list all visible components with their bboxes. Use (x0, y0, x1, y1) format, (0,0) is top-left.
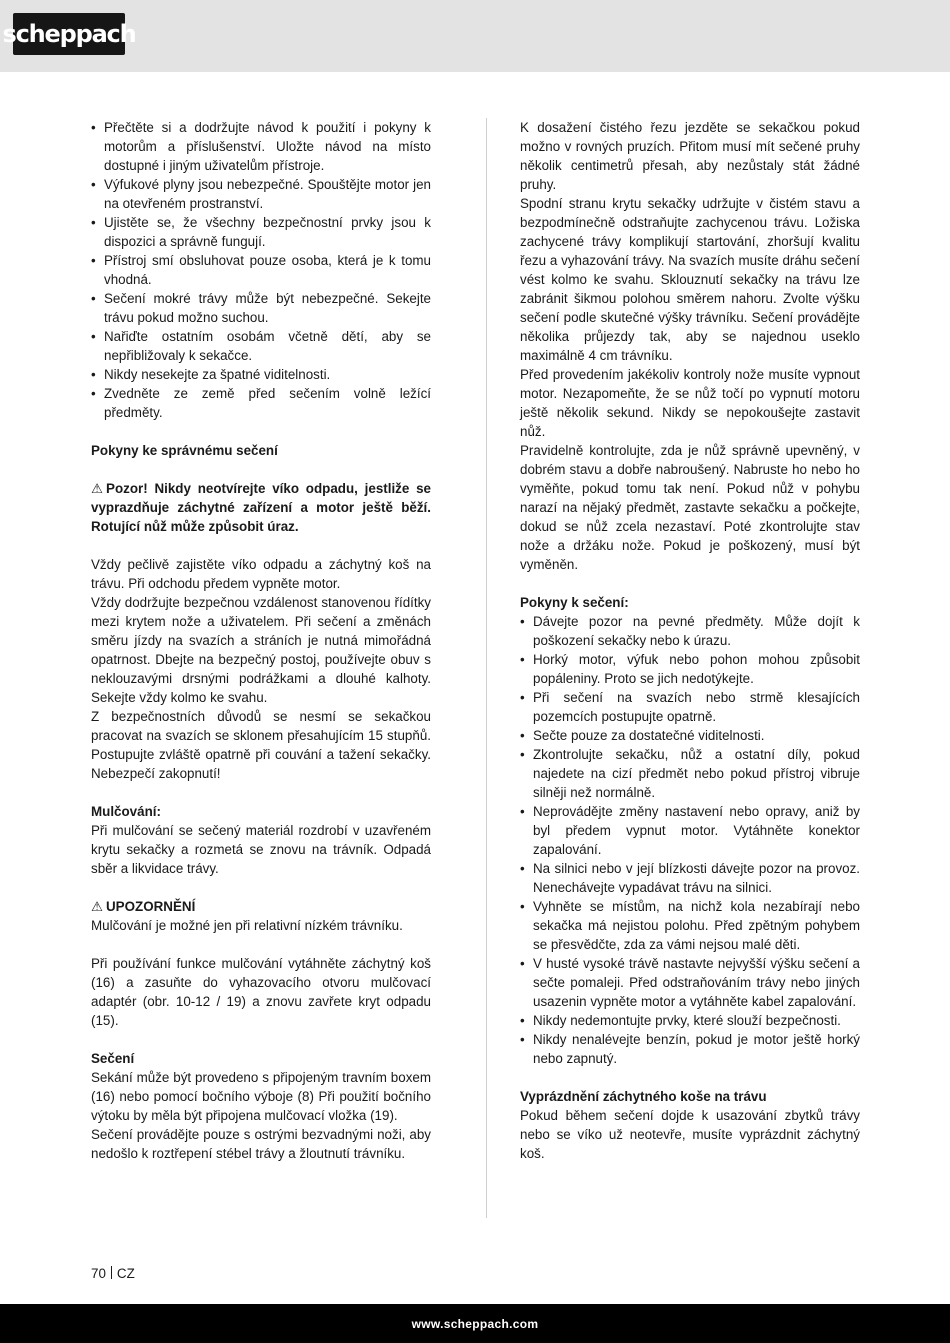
list-item: • Nikdy nesekejte za špatné viditelnosti. (91, 365, 431, 384)
list-item: • Zkontrolujte sekačku, nůž a ostatní díly, pokud najedete na cizí předmět nebo pokud přístroj vibruje silněji než normálně. (520, 745, 860, 802)
list-item: • Horký motor, výfuk nebo pohon mohou způsobit popáleniny. Proto se jich nedotýkejte. (520, 650, 860, 688)
list-item: • Zvedněte ze země před sečením volně ležící předměty. (91, 384, 431, 422)
header-band (0, 0, 950, 72)
list-item: • V husté vysoké trávě nastavte nejvyšší výšku sečení a sečte pomaleji. Před odstraňováním trávy nebo jiných usazenin vypněte motor a vytáhněte kabel zapalování. (520, 954, 860, 1011)
list-item: • Přečtěte si a dodržujte návod k použití i pokyny k motorům a příslušenství. Uložte návod na místo dostupné i jiným uživatelům přístroje. (91, 118, 431, 175)
list-item: • Při sečení na svazích nebo strmě klesajících pozemcích postupujte opatrně. (520, 688, 860, 726)
paragraph: Z bezpečnostních důvodů se nesmí se sekačkou pracovat na svazích se sklonem přesahujícím 15 stupňů. Postupujte zvláště opatrně při couvání a tažení sekačky. Nebezpečí zakopnutí! (91, 709, 431, 781)
website-link[interactable]: www.scheppach.com (411, 1316, 539, 1331)
page-number: 70 (91, 1266, 106, 1281)
language-code: CZ (116, 1266, 135, 1281)
paragraph: Při používání funkce mulčování vytáhněte záchytný koš (16) a zasuňte do vyhazovacího otvoru mulčovací adaptér (obr. 10-12 / 19) a znovu zavřete kryt odpadu (15). (91, 956, 431, 1028)
warning-text: Pozor! Nikdy neotvírejte víko odpadu, jestliže se vyprazdňuje záchytné zařízení a motor ještě běží. Rotující nůž může způsobit úraz. (91, 481, 431, 534)
section-heading-cutting: Sečení (91, 1051, 135, 1066)
list-item: • Sečte pouze za dostatečné viditelnosti. (520, 726, 860, 745)
footer-band (0, 1304, 950, 1343)
mowing-notes-bullet-list (520, 612, 860, 1068)
list-item: • Na silnici nebo v její blízkosti dávejte pozor na provoz. Nenechávejte vypadávat trávu na silnici. (520, 859, 860, 897)
right-column (520, 118, 860, 1163)
list-item: • Nikdy nedemontujte prvky, které slouží bezpečnosti. (520, 1011, 860, 1030)
list-item: • Výfukové plyny jsou nebezpečné. Spouštějte motor jen na otevřeném prostranství. (91, 175, 431, 213)
caution-heading: ⚠ UPOZORNĚNÍ (91, 899, 196, 914)
paragraph: Sekání může být provedeno s připojeným travním boxem (16) nebo pomocí bočního výboje (8) Při použití bočního výtoku by měla být připojena mulčovací vložka (19). (91, 1070, 431, 1123)
safety-bullet-list (91, 118, 431, 422)
page-footer-label (91, 1265, 135, 1283)
list-item: • Ujistěte se, že všechny bezpečnostní prvky jsou k dispozici a správně fungují. (91, 213, 431, 251)
section-heading-mulching: Mulčování: (91, 804, 161, 819)
footer-separator (111, 1266, 112, 1279)
paragraph: Při mulčování se sečený materiál rozdrobí v uzavřeném krytu sekačky a rozmetá se znovu na trávník. Odpadá sběr a likvidace trávy. (91, 823, 431, 876)
paragraph: Před provedením jakékoliv kontroly nože musíte vypnout motor. Nezapomeňte, že se nůž točí po vypnutí motoru ještě několik sekund. Nikdy se nepokoušejte zastavit nůž. (520, 367, 860, 439)
paragraph: Mulčování je možné jen při relativní nízkém trávníku. (91, 918, 403, 933)
list-item: • Vyhněte se místům, na nichž kola nezabírají nebo sekačka má nejistou polohu. Před zpětným pohybem se přesvědčte, zda za vámi nejsou malé děti. (520, 897, 860, 954)
paragraph: K dosažení čistého řezu jezděte se sekačkou pokud možno v rovných pruzích. Přitom musí mít sečené pruhy několik centimetrů přesah, aby nezůstaly stát žádné pruhy. (520, 120, 860, 192)
section-heading-correct-mowing: Pokyny ke správnému sečení (91, 443, 278, 458)
list-item: • Přístroj smí obsluhovat pouze osoba, která je k tomu vhodná. (91, 251, 431, 289)
paragraph: Pravidelně kontrolujte, zda je nůž správně upevněný, v dobrém stavu a dobře nabroušený. Nabruste ho nebo ho vyměňte, pokud tomu tak není. Pokud nůž v pohybu narazí na nějaký předmět, zastavte sekačku a počkejte, dokud se nůž zcela nezastaví. Poté zkontrolujte stav nože a držáku nože. Pokud je poškozený, musí být vyměněn. (520, 443, 860, 572)
section-heading-mowing-notes: Pokyny k sečení: (520, 595, 629, 610)
paragraph: Spodní stranu krytu sekačky udržujte v čistém stavu a bezpodmínečně odstraňujte zachycenou trávu. Ložiska zachycené trávy komplikují startování, zhoršují kvalitu řezu a vyhazování trávy. Na svazích musíte dráhu sečení vést kolmo ke svahu. Sklouznutí sekačky na trávu lze zabránit šikmou polohou směrem nahoru. Zvolte výšku sečení podle skutečné výšky trávníku. Sečení provádějte několika průjezdy tak, aby se najednou useklo maximálně 4 cm trávníku. (520, 196, 860, 363)
column-divider (486, 118, 487, 1218)
warning-triangle-icon: ⚠ (91, 899, 104, 914)
list-item: • Sečení mokré trávy může být nebezpečné. Sekejte trávu pokud možno suchou. (91, 289, 431, 327)
scheppach-logo: scheppach (13, 13, 125, 55)
paragraph: Vždy pečlivě zajistěte víko odpadu a záchytný koš na trávu. Při odchodu předem vypněte motor. (91, 557, 431, 591)
left-column (91, 118, 431, 1163)
paragraph: Vždy dodržujte bezpečnou vzdálenost stanovenou řídítky mezi krytem nože a uživatelem. Při sečení a změnách směru jízdy na svazích a stráních je nutná mimořádná opatrnost. Dbejte na bezpečný postoj, používejte obuv s neklouzavými drsnými podrážkami a dlouhé kalhoty. Sekejte vždy kolmo ke svahu. (91, 595, 431, 705)
paragraph: Pokud během sečení dojde k usazování zbytků trávy nebo se víko už neotevře, musíte vyprázdnit záchytný koš. (520, 1108, 860, 1161)
list-item: • Nařiďte ostatním osobám včetně dětí, aby se nepřibližovaly k sekačce. (91, 327, 431, 365)
list-item: • Dávejte pozor na pevné předměty. Může dojít k poškození sekačky nebo k úrazu. (520, 612, 860, 650)
section-heading-empty-catcher: Vyprázdnění záchytného koše na trávu (520, 1089, 767, 1104)
list-item: • Neprovádějte změny nastavení nebo opravy, aniž by byl předem vypnut motor. Vytáhněte konektor zapalování. (520, 802, 860, 859)
paragraph: Sečení provádějte pouze s ostrými bezvadnými noži, aby nedošlo k roztřepení stébel trávy a žloutnutí trávníku. (91, 1127, 431, 1161)
warning-triangle-icon: ⚠ (91, 481, 104, 496)
list-item: • Nikdy nenalévejte benzín, pokud je motor ještě horký nebo zapnutý. (520, 1030, 860, 1068)
warning-paragraph (91, 479, 431, 536)
